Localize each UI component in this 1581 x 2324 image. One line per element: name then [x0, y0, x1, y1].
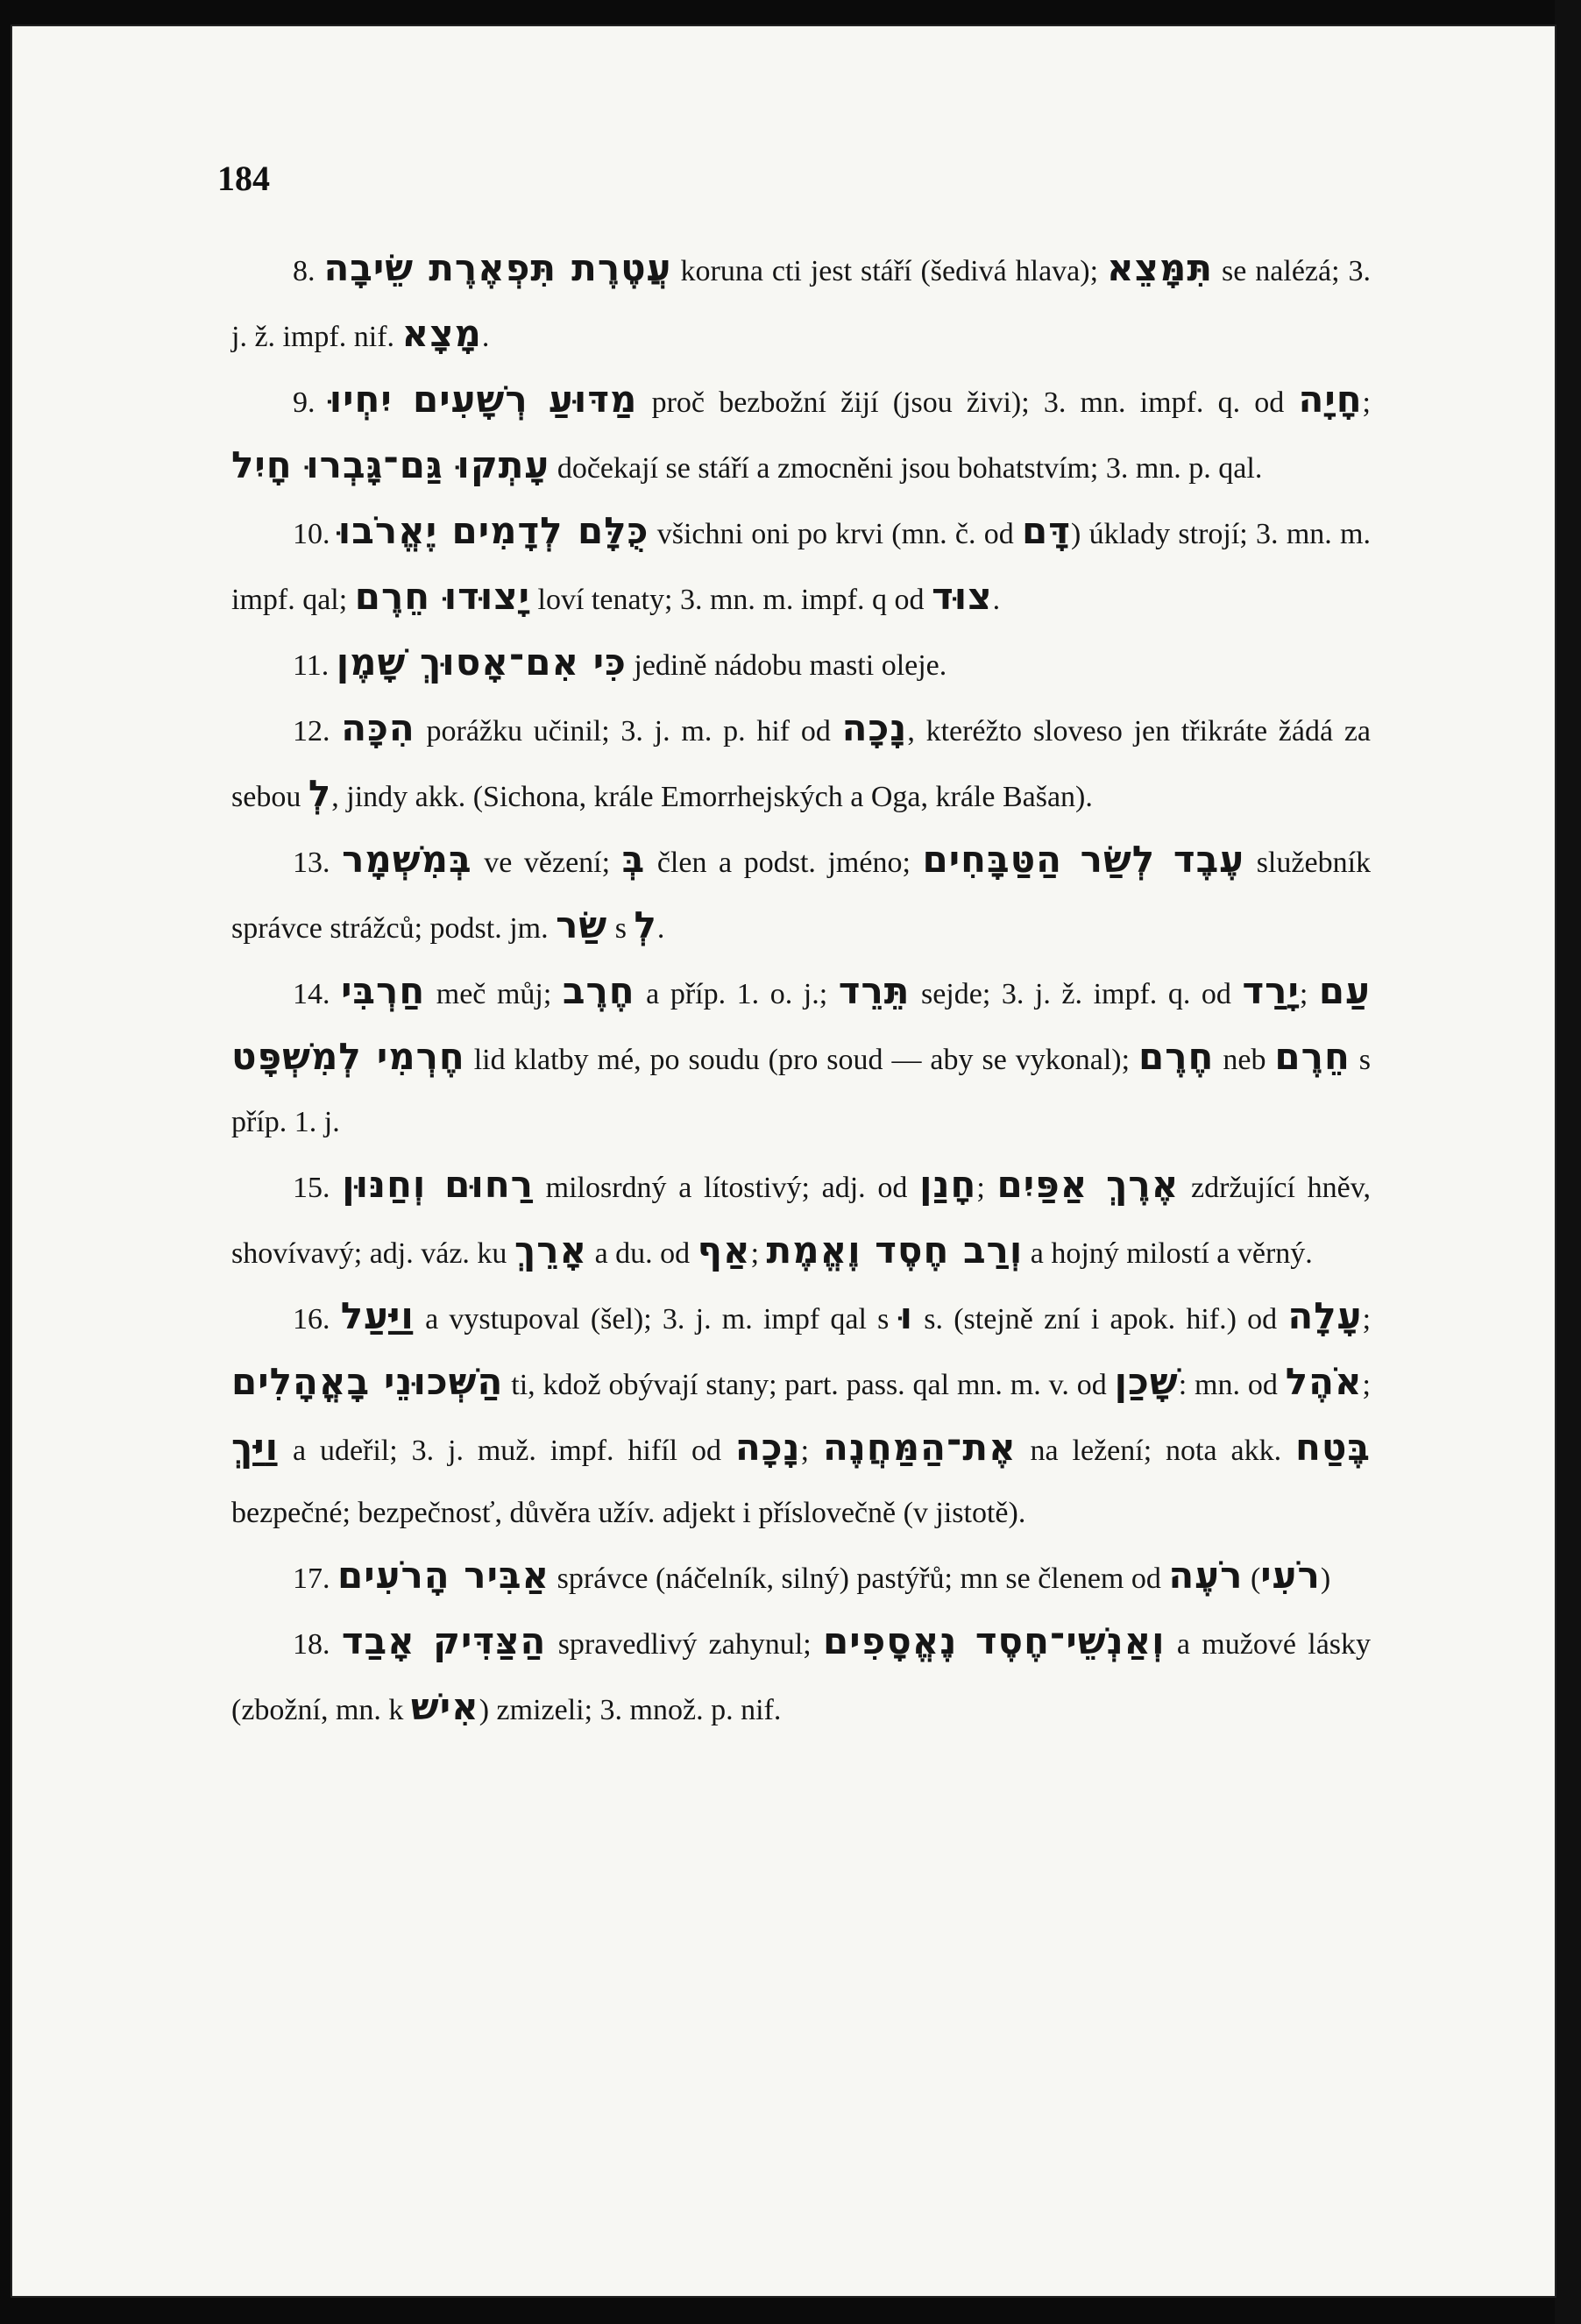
- czech-text: ti, kdož obývají stany; part. pass. qal mn. m. v. od: [503, 1369, 1115, 1401]
- hebrew-word: רֹעִי: [1260, 1554, 1321, 1597]
- czech-text: : mn. od: [1178, 1369, 1286, 1401]
- entry-15: [231, 1153, 1371, 1285]
- hebrew-word: אִישׁ: [410, 1685, 479, 1728]
- hebrew-word: אֶת־הַמַּחֲנֶה: [822, 1426, 1017, 1469]
- hebrew-word: רַחוּם וְחַנּוּן: [342, 1163, 534, 1206]
- czech-text: a příp. 1. o. j.;: [635, 978, 839, 1010]
- hebrew-word: חֶרֶב: [562, 969, 635, 1012]
- hebrew-word: עָלָה: [1287, 1294, 1363, 1337]
- czech-text: ;: [976, 1172, 997, 1204]
- czech-text: 16.: [293, 1303, 341, 1336]
- czech-text: a du. od: [587, 1237, 698, 1270]
- hebrew-word: נָכָה: [734, 1426, 801, 1469]
- czech-text: se nalézá; 3. j. ž. impf. nif.: [231, 255, 1371, 353]
- czech-text: ;: [750, 1237, 767, 1270]
- czech-text: .: [656, 912, 665, 945]
- czech-text: ;: [1362, 386, 1371, 419]
- czech-text: a udeřil; 3. j. muž. impf. hifíl od: [279, 1435, 735, 1467]
- czech-text: 12.: [293, 715, 342, 748]
- hebrew-word: דָּם: [1022, 509, 1071, 552]
- czech-text: 8.: [293, 255, 324, 287]
- czech-text: a mužové lásky (zbožní, mn. k: [231, 1628, 1372, 1726]
- hebrew-word: הַשְּׁכוּנֵי בָאֳהָלִים: [231, 1360, 504, 1403]
- czech-text: bezpečné; bezpečnosť, důvěra užív. adjekt i příslovečně (v jistotě).: [231, 1497, 1026, 1529]
- entry-12: [231, 697, 1371, 828]
- hebrew-word: אַף: [697, 1229, 751, 1272]
- hebrew-word: בְּמִשְׁמָר: [342, 838, 472, 881]
- czech-text: ;: [800, 1435, 823, 1467]
- czech-text: ) úklady strojí; 3. mn. m. impf. qal;: [231, 518, 1371, 616]
- hebrew-word: חַרְבִּי: [341, 969, 426, 1012]
- hebrew-word: חֵרֶם: [1274, 1035, 1351, 1078]
- hebrew-word: צוּד: [932, 575, 993, 618]
- entry-11: [231, 631, 1371, 697]
- czech-text: 18.: [293, 1628, 342, 1661]
- hebrew-word: עַם חֶרְמִי לְמִשְׁפָּט: [231, 969, 1371, 1078]
- hebrew-word: בְּ: [621, 838, 646, 881]
- hebrew-word: יָרַד: [1242, 969, 1300, 1012]
- hebrew-word: עֲטֶרֶת תִּפְאֶרֶת שֵׂיבָה: [323, 246, 672, 289]
- hebrew-word: לְ: [308, 772, 332, 815]
- hebrew-word: תִּמָּצֵא: [1106, 246, 1214, 289]
- czech-text: meč můj;: [425, 978, 563, 1010]
- czech-text: neb: [1214, 1044, 1275, 1076]
- hebrew-word: כִּי אִם־אָסוּךְ שָׁמֶן: [336, 641, 627, 684]
- czech-text: a vystupoval (šel); 3. j. m. impf qal s: [414, 1303, 900, 1336]
- hebrew-word: רֹעֶה: [1168, 1554, 1244, 1597]
- hebrew-word: בֶּטַח: [1295, 1426, 1371, 1469]
- czech-text: 13.: [293, 847, 343, 879]
- czech-text: správce (náčelník, silný) pastýřů; mn se členem od: [549, 1562, 1169, 1595]
- hebrew-word: אָרֵךְ: [514, 1229, 588, 1272]
- hebrew-word: נָכָה: [841, 706, 908, 749]
- czech-text: člen a podst. jméno;: [645, 847, 923, 879]
- dictionary-entries: [231, 237, 1371, 1741]
- czech-text: koruna cti jest stáří (šedivá hlava);: [671, 255, 1107, 287]
- czech-text: lid klatby mé, po soudu (pro soud — aby se vykonal);: [464, 1044, 1139, 1076]
- czech-text: spravedlivý zahynul;: [546, 1628, 824, 1661]
- hebrew-word: וְאַנְשֵׁי־חֶסֶד נֶאֱסָפִים: [823, 1619, 1166, 1662]
- czech-text: a hojný milostí a věrný.: [1023, 1237, 1313, 1270]
- czech-text: 17.: [293, 1562, 337, 1595]
- czech-text: 10.: [293, 518, 338, 550]
- hebrew-word: הַצַּדִּיק אָבַד: [341, 1619, 547, 1662]
- entry-13: [231, 828, 1371, 960]
- hebrew-word: שָׁכַן: [1114, 1360, 1179, 1403]
- czech-text: 9.: [293, 386, 330, 419]
- czech-text: s: [607, 912, 635, 945]
- hebrew-word: וַיַּעַל: [340, 1294, 415, 1337]
- czech-text: 15.: [293, 1172, 343, 1204]
- hebrew-word: וְרַב חֶסֶד וֶאֱמֶת: [766, 1229, 1024, 1272]
- czech-text: ;: [1362, 1303, 1372, 1336]
- entry-17: [231, 1544, 1371, 1610]
- czech-text: , kteréžto sloveso jen třikráte žádá za sebou: [231, 715, 1371, 813]
- entry-14: [231, 960, 1371, 1153]
- entry-16: [231, 1285, 1371, 1544]
- czech-text: jedině nádobu masti oleje.: [626, 649, 947, 682]
- hebrew-word: יָצוּדוּ חֵרֶם: [354, 575, 531, 618]
- hebrew-word: שַׂר: [556, 903, 608, 946]
- hebrew-word: עֶבֶד לְשַׂר הַטַּבָּחִים: [922, 838, 1245, 881]
- book-page: [12, 26, 1555, 2296]
- czech-text: .: [481, 321, 490, 353]
- czech-text: 11.: [293, 649, 337, 682]
- entry-8: [231, 237, 1371, 368]
- entry-10: [231, 500, 1371, 631]
- hebrew-word: חָנַן: [919, 1163, 977, 1206]
- czech-text: všichni oni po krvi (mn. č. od: [649, 518, 1023, 550]
- hebrew-word: וּ: [899, 1294, 914, 1337]
- czech-text: sejde; 3. j. ž. impf. q. od: [910, 978, 1243, 1010]
- entry-18: [231, 1610, 1371, 1741]
- czech-text: zdržující hněv, shovívavý; adj. váz. ku: [231, 1172, 1372, 1270]
- czech-text: milosrdný a lítostivý; adj. od: [533, 1172, 920, 1204]
- hebrew-word: הִכָּה: [341, 706, 415, 749]
- hebrew-word: עָתְקוּ גַּם־גָּבְרוּ חָיִל: [231, 443, 550, 486]
- hebrew-word: כֻּלָּם לְדָמִים יֶאֱרֹבוּ: [337, 509, 649, 552]
- hebrew-word: תֵּרֵד: [838, 969, 911, 1012]
- czech-text: ;: [1362, 1369, 1371, 1401]
- czech-text: 14.: [293, 978, 342, 1010]
- czech-text: porážku učinil; 3. j. m. p. hif od: [415, 715, 842, 748]
- czech-text: loví tenaty; 3. mn. m. impf. q od: [530, 584, 932, 616]
- hebrew-word: וַיַּךְ: [231, 1426, 280, 1469]
- hebrew-word: לְ: [634, 903, 657, 946]
- hebrew-word: אֶרֶךְ אַפַּיִם: [996, 1163, 1180, 1206]
- czech-text: ;: [1299, 978, 1319, 1010]
- scan-dark-edge: [1555, 0, 1581, 2324]
- czech-text: (: [1243, 1562, 1261, 1595]
- hebrew-word: מָצָא: [401, 312, 482, 355]
- hebrew-word: חֶרֶם: [1138, 1035, 1215, 1078]
- hebrew-word: מַדּוּעַ רְשָׁעִים יִחְיוּ: [329, 378, 638, 421]
- czech-text: .: [992, 584, 1001, 616]
- czech-text: s příp. 1. j.: [231, 1044, 1372, 1138]
- page-number: 184: [217, 159, 270, 198]
- hebrew-word: אַבִּיר הָרֹעִים: [337, 1554, 550, 1597]
- czech-text: služebník správce strážců; podst. jm.: [231, 847, 1372, 945]
- czech-text: s. (stejně zní i apok. hif.) od: [913, 1303, 1288, 1336]
- czech-text: na ležení; nota akk.: [1016, 1435, 1295, 1467]
- hebrew-word: אֹהֶל: [1285, 1360, 1363, 1403]
- czech-text: , jindy akk. (Sichona, krále Emorrhejských a Oga, krále Bašan).: [331, 781, 1093, 813]
- hebrew-word: חָיָה: [1298, 378, 1363, 421]
- entry-9: [231, 368, 1371, 500]
- czech-text: proč bezbožní žijí (jsou živi); 3. mn. impf. q. od: [637, 386, 1299, 419]
- czech-text: dočekají se stáří a zmocněni jsou bohatstvím; 3. mn. p. qal.: [549, 452, 1263, 485]
- czech-text: ) zmizeli; 3. množ. p. nif.: [479, 1694, 782, 1726]
- czech-text: ve vězení;: [471, 847, 622, 879]
- czech-text: ): [1320, 1562, 1331, 1595]
